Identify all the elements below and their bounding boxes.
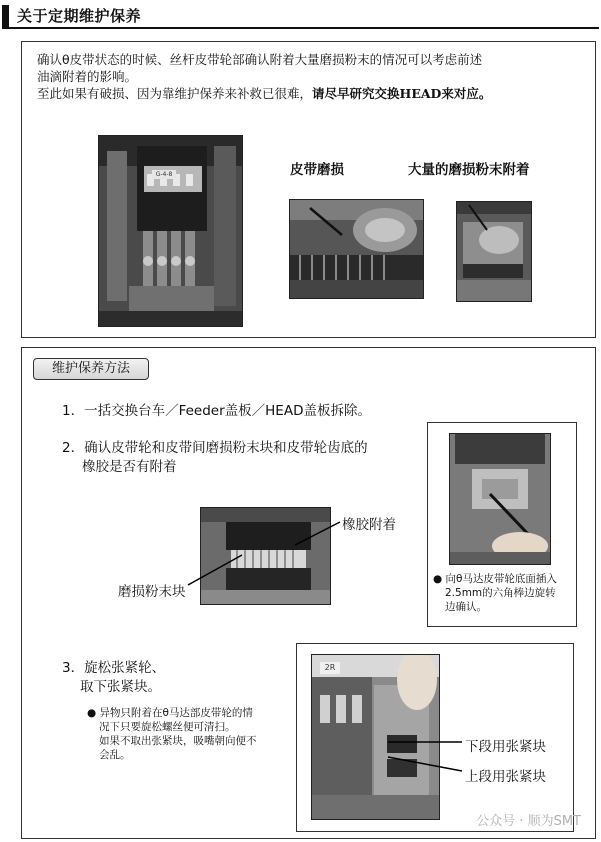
belt-wear-illustration <box>290 200 423 298</box>
header-accent-bar <box>2 5 9 27</box>
belt-wear-photo <box>289 199 424 299</box>
cleaning-note-line-2: 况下只要旋松螺丝便可清扫。 <box>99 721 236 733</box>
step-3 <box>62 659 165 697</box>
intro-line-2: 油滴附着的影响。 <box>37 69 138 84</box>
page-title: 关于定期维护保养 <box>17 7 142 25</box>
method-badge: 维护保养方法 <box>33 358 149 380</box>
tension-callout-lines <box>380 735 470 780</box>
caption-powder-heavy: 大量的磨损粉末附着 <box>408 162 530 178</box>
label-upper-tension-block: 上段用张紧块 <box>465 769 546 785</box>
photo-label-2r: 2R <box>320 662 340 674</box>
powder-buildup-illustration <box>457 202 531 301</box>
step-2 <box>62 439 368 477</box>
cleaning-note-line-4: 会乱。 <box>99 749 131 761</box>
label-lower-tension-block: 下段用张紧块 <box>465 739 546 755</box>
step-3-line-2: 取下张紧块。 <box>80 679 161 695</box>
cleaning-note <box>87 706 257 762</box>
label-rubber-adhesion: 橡胶附着 <box>342 517 396 533</box>
intro-line-3-bold: 请尽早研究交换HEAD来对应。 <box>312 86 492 101</box>
cleaning-note-line-3: 如果不取出张紧块，吸嘴朝向便不 <box>99 735 257 747</box>
header-rule <box>2 27 599 29</box>
step-2-line-2: 橡胶是否有附着 <box>82 459 177 475</box>
hex-wrench-note-line-1: ● 向θ马达皮带轮底面插入 <box>433 573 557 585</box>
hex-wrench-note <box>433 572 557 614</box>
intro-line-1: 确认θ皮带状态的时候、丝杆皮带轮部确认附着大量磨损粉末的情况可以考虑前述 <box>37 52 483 67</box>
head-unit-photo <box>98 135 243 327</box>
pulley-callout-lines <box>180 515 350 595</box>
hex-wrench-photo <box>449 433 551 565</box>
step-2-line-1: 2．确认皮带轮和皮带间磨损粉末块和皮带轮齿底的 <box>62 440 368 456</box>
label-powder-block: 磨损粉末块 <box>118 584 186 600</box>
caption-belt-wear: 皮带磨损 <box>290 162 344 178</box>
intro-line-3 <box>37 85 491 102</box>
head-unit-illustration <box>99 136 242 326</box>
watermark: 公众号 · 顺为SMT <box>476 814 581 829</box>
cleaning-note-line-1: ● 异物只附着在θ马达部皮带轮的情 <box>87 707 253 719</box>
step-3-line-1: 3．旋松张紧轮、 <box>62 660 166 676</box>
hex-wrench-illustration <box>450 434 550 564</box>
step-1: 1．一括交换台车／Feeder盖板／HEAD盖板拆除。 <box>62 403 371 419</box>
powder-buildup-photo <box>456 201 532 302</box>
photo-sticker: G-4-8 <box>152 170 176 179</box>
hex-wrench-note-line-3: 边确认。 <box>445 601 487 613</box>
intro-line-3-normal: 至此如果有破损、因为靠维护保养来补救已很难， <box>37 86 313 101</box>
intro-paragraph <box>37 51 491 102</box>
hex-wrench-note-line-2: 2.5mm的六角棒边旋转 <box>445 587 556 599</box>
